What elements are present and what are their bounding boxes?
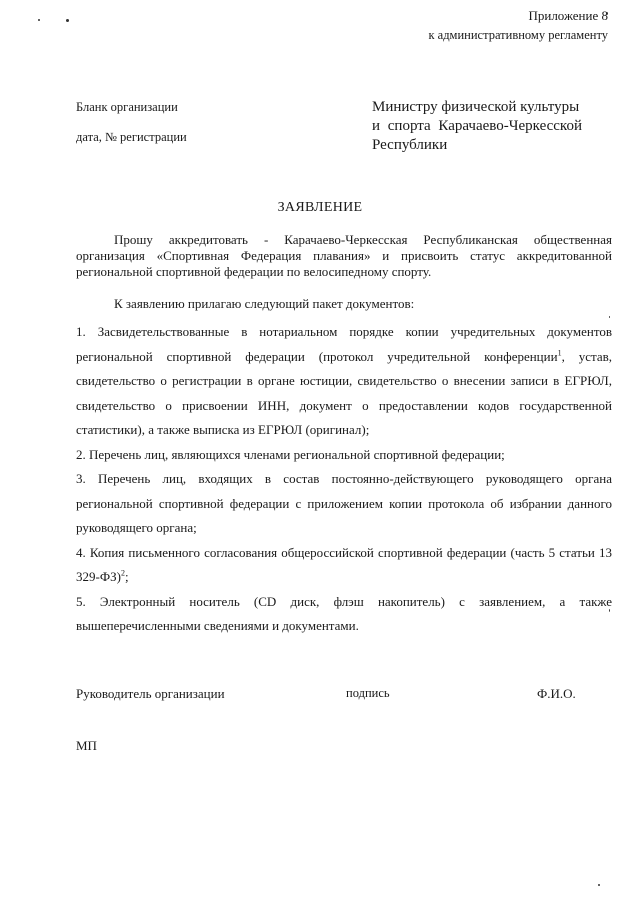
appendix-title: Приложение 8 xyxy=(528,8,608,23)
documents-list xyxy=(76,320,612,639)
signature-name-label: Ф.И.О. xyxy=(537,686,576,701)
scan-speck xyxy=(609,316,610,318)
addressee-line: Министру физической культуры xyxy=(372,99,580,115)
scan-speck xyxy=(38,19,40,21)
org-blank-label: Бланк организации xyxy=(76,100,178,114)
intro-paragraph xyxy=(76,296,612,312)
signature-sign-label: подпись xyxy=(346,686,390,700)
appendix-subtitle: к административному регламенту xyxy=(428,28,608,42)
scan-speck xyxy=(66,19,69,22)
list-item xyxy=(76,443,612,468)
list-item-text: 1. Засвидетельствованные в нотариальном порядке копии учредительных документов региональной спортивной федерации (протокол учредительной конференции xyxy=(76,324,612,364)
stamp-label: МП xyxy=(76,738,97,753)
addressee-line: Республики xyxy=(372,137,448,153)
list-item xyxy=(76,590,612,639)
scan-speck xyxy=(598,884,600,886)
request-paragraph xyxy=(76,232,612,280)
request-text: Прошу аккредитовать - Карачаево-Черкесская Республиканская общественная организация «Спортивная Федерация плавания» и присвоить статус аккредитованной региональной спортивной федерации по велосипедному спорту. xyxy=(76,232,612,279)
list-item-text: ; xyxy=(124,569,129,584)
list-item-text: 3. Перечень лиц, входящих в состав постоянно-действующего руководящего органа региональной спортивной федерации с приложением копии протокола об избрании данного руководящего органа; xyxy=(76,471,612,535)
list-item xyxy=(76,541,612,590)
date-registration-label: дата, № регистрации xyxy=(76,130,187,144)
list-item xyxy=(76,320,612,443)
addressee-block xyxy=(372,98,612,155)
list-item xyxy=(76,467,612,541)
intro-text: К заявлению прилагаю следующий пакет документов: xyxy=(114,296,415,311)
list-item-text: 4. Копия письменного согласования общероссийской спортивной федерации (часть 5 статьи 13 329-ФЗ) xyxy=(76,544,612,584)
footnote-mark: 1 xyxy=(557,348,562,358)
list-item-text: , устав, свидетельство о регистрации в органе юстиции, свидетельство о внесении записи в ЕГРЮЛ, свидетельство о присвоении ИНН, документ о предоставлении кодов государственной статистики), а также выписка из ЕГРЮЛ (оригинал); xyxy=(76,348,612,437)
list-item-text: 2. Перечень лиц, являющихся членами региональной спортивной федерации; xyxy=(76,446,505,462)
list-item-text: 5. Электронный носитель (CD диск, флэш накопитель) с заявлением, а также вышеперечисленными сведениями и документами. xyxy=(76,593,612,633)
document-title: ЗАЯВЛЕНИЕ xyxy=(277,200,363,215)
footnote-mark: 2 xyxy=(120,568,125,578)
signature-role-label: Руководитель организации xyxy=(76,686,225,701)
addressee-line: и спорта Карачаево-Черкесской xyxy=(372,118,582,134)
